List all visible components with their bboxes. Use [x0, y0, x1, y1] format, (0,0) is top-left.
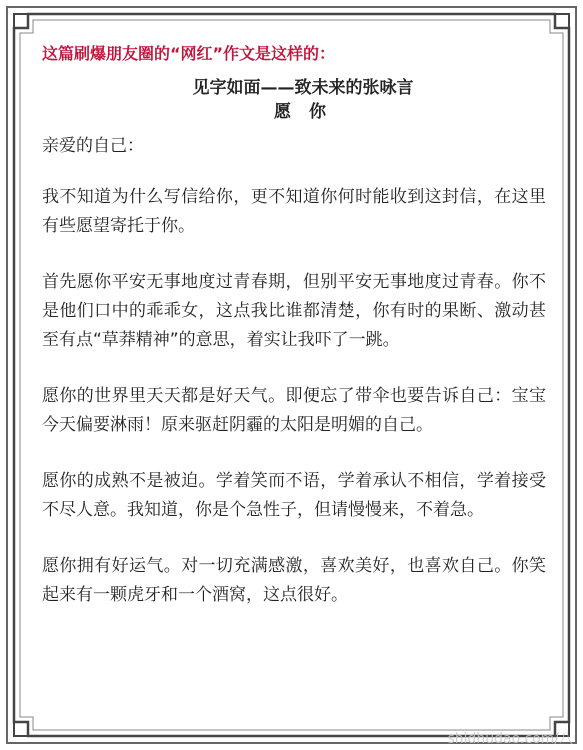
site-watermark: shidhudao.com/八 — [447, 731, 573, 747]
letter-paragraph: 愿你拥有好运气。对一切充满感激，喜欢美好，也喜欢自己。你笑起来有一颗虎牙和一个酒窝，这点很好。 — [42, 556, 546, 605]
letter-paragraph: 愿你的成熟不是被迫。学着笑而不语，学着承认不相信，学着接受不尽人意。我知道，你是个急性子，但请慢慢来，不着急。 — [42, 471, 546, 520]
article-headline: 这篇刷爆朋友圈的“网红”作文是这样的： — [42, 44, 336, 63]
letter-greeting: 亲爱的自己： — [42, 136, 144, 156]
letter-title: 见字如面——致未来的张咏言 — [192, 78, 414, 98]
letter-subtitle: 愿 你 — [274, 102, 332, 122]
letter-paragraph: 我不知道为什么写信给你，更不知道你何时能收到这封信，在这里有些愿望寄托于你。 — [42, 187, 546, 236]
letter-paragraph: 首先愿你平安无事地度过青春期，但别平安无事地度过青春。你不是他们口中的乖乖女，这点我比谁都清楚，你有时的果断、激动甚至有点“草莽精神”的意思，着实让我吓了一跳。 — [42, 272, 546, 350]
letter-paragraph: 愿你的世界里天天都是好天气。即便忘了带伞也要告诉自己：宝宝今天偏要淋雨！原来驱赶阴霾的太阳是明媚的自己。 — [42, 386, 546, 435]
article-body — [42, 42, 546, 637]
